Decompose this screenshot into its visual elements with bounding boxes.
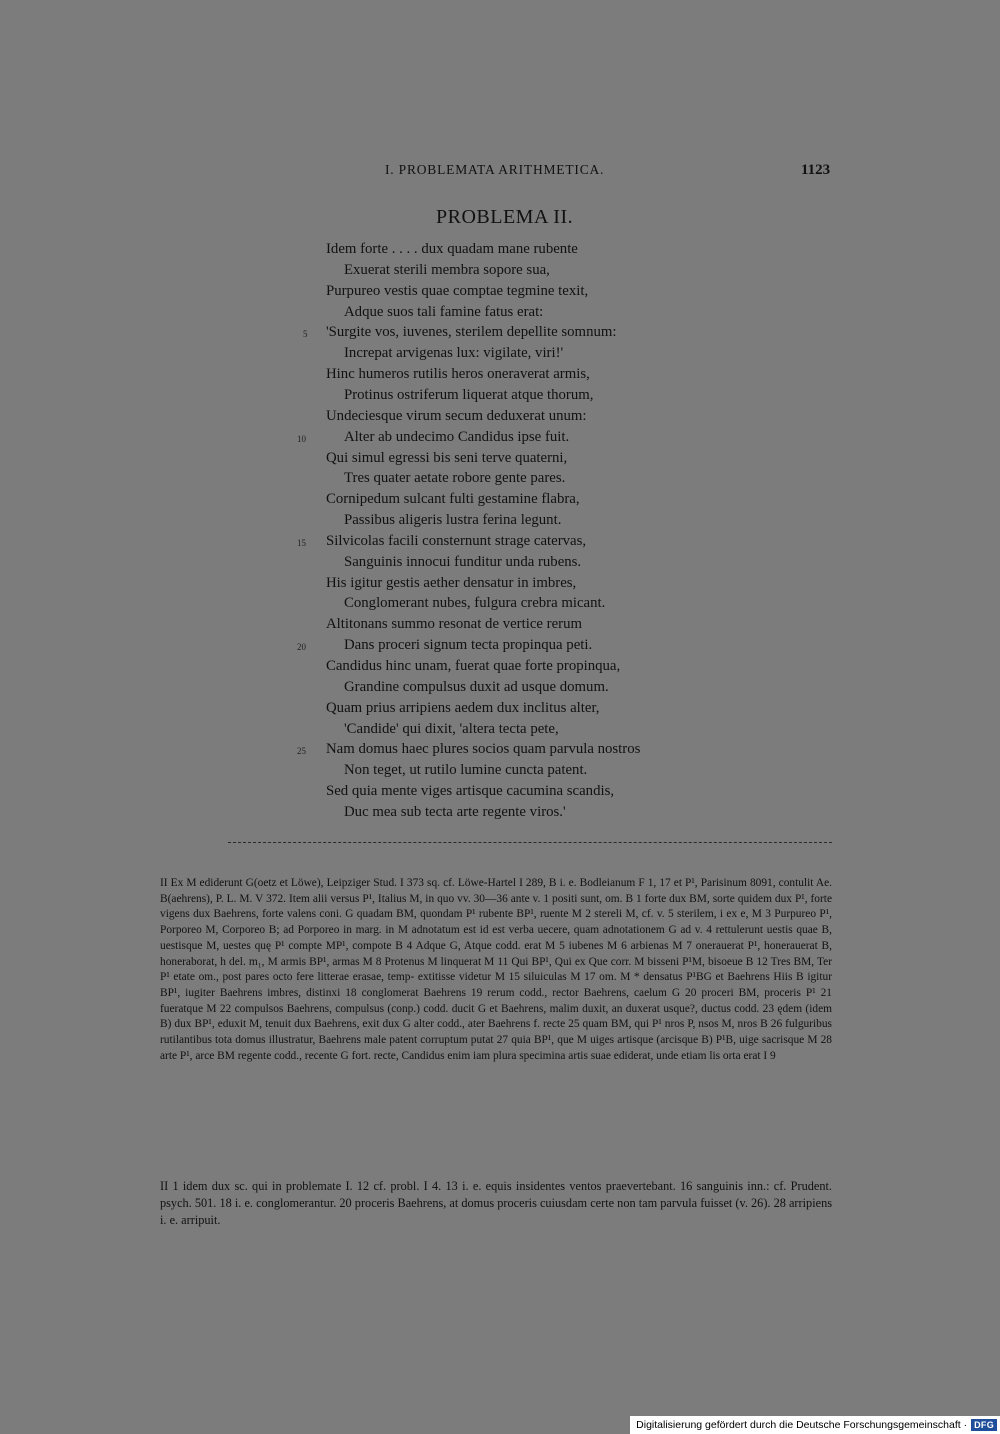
verse-line: 'Surgite vos, iuvenes, sterilem depellite somnum:: [326, 324, 617, 341]
running-title: I. PROBLEMATA ARITHMETICA.: [385, 162, 605, 177]
verse-line: Sed quia mente viges artisque cacumina scandis,: [326, 783, 615, 800]
verse-line: Adque suos tali famine fatus erat:: [344, 303, 544, 320]
verse-line: Silvicolas facili consternunt strage catervas,: [326, 532, 587, 549]
verse-line: Purpureo vestis quae comptae tegmine texit,: [326, 282, 589, 299]
verse-line: His igitur gestis aether densatur in imbres,: [326, 574, 577, 591]
verse-line: Protinus ostriferum liquerat atque thorum,: [344, 386, 594, 403]
line-number: 5: [303, 329, 308, 340]
dfg-logo: DFG: [971, 1419, 997, 1431]
verse-line: Cornipedum sulcant fulti gestamine flabra,: [326, 491, 580, 508]
apparatus-text: II Ex M ediderunt G(oetz et Löwe), Leipziger Stud. I 373 sq. cf. Löwe-Hartel I 289, B i. e. Bodleianum F 1, 17 et P¹, Parisinum 8091, contulit Ae. B(aehrens), P. L. M. V 372. Item alii versus P¹, Italius M, in quo vv. 30—36 ante v. 1 positi sunt, om. B 1 forte dux BM, sorte quidem dux P¹, forte vigens dux Baehrens, forte valens coni. G quadam BM, quondam P¹ rubente BP¹, ruente M 2 stereli M, cf. v. 5 sterilem, i ex e, M 3 Purpureo P¹, Porporeo M, Corporeo B; ad Porporeo in marg. in M adnotatum est id est verba uecere, quam adnotationem G ad v. 4 rettulerunt uestis quae B, uestisque M, uestes quę P¹ compte MP¹, compote B 4 Adque G, Atque codd. erat M 5 iubenes M 6 arbienas M 7 onerauerat P¹, honerauerat B, honeraborat, h del. m₁, M armis BP¹, armas M 8 Protenus M linquerat M 11 Qui BP¹, Qui ex Que corr. M bisseni P¹M, bisoeue B 12 Tres BM, Ter P¹ etate om., post pares octo fere litterae erasae, temp- extitisse videtur M 15 siluiculas M 17 om. M * densatus P¹BG et Baehrens Hiis B igitur BP¹, iugiter Baehrens imbres, distinxi 18 conglomerat Baehrens 19 rerum codd., rector Baehrens, caelum G 20 proceri BM, proceris P¹ 21 fueratque M 22 compulsos Baehrens, compulsus (conp.) codd. ducit G et Baehrens, malim duxit, an duxerat usque?, ductus codd. 23 ędem (idem B) dux BP¹, eduxit M, tenuit dux Baehrens, exit dux G alter codd., ater Baehrens f. recte 25 quam BM, qui P¹ nros P, nsos M, nros B 26 fulguribus rutilantibus tota domus illustratur, Baehrens male patent corruptum putat 27 quia BP¹, que M uiges artisque (arcisque B) P¹B, uige sacrisque M 28 arte P¹, arce BM regente codd., recente G fort. recte, Candidus enim iam plura specimina artis suae ediderat, unde etiam lis orta erat I 9: [160, 877, 832, 1062]
line-number: 20: [297, 642, 306, 653]
verse-line: Hinc humeros rutilis heros oneraverat armis,: [326, 366, 590, 383]
line-number: 15: [297, 537, 306, 548]
commentary: II 1 idem dux sc. qui in problemate I. 12 cf. probl. I 4. 13 i. e. equis insidentes ventos praevertebant. 16 sanguinis inn.: cf. Prudent. psych. 501. 18 i. e. conglomerantur. 20 proceris Baehrens, at domus proceris cuiusdam certe non tam parvula fuisset (v. 26). 28 arripiens i. e. arripuit.: [160, 1179, 832, 1227]
verse-line: 'Candide' qui dixit, 'altera tecta pete,: [344, 720, 559, 737]
verse-line: Grandine compulsus duxit ad usque domum.: [344, 678, 609, 695]
verse-line: Nam domus haec plures socios quam parvula nostros: [326, 741, 641, 758]
footer-credit: Digitalisierung gefördert durch die Deutsche Forschungsgemeinschaft ·: [636, 1419, 968, 1431]
verse-line: Tres quater aetate robore gente pares.: [344, 470, 566, 487]
verse-line: Dans proceri signum tecta propinqua peti.: [344, 637, 593, 654]
line-number: 10: [297, 433, 306, 444]
separator-rule: [228, 842, 832, 843]
verse-line: Increpat arvigenas lux: vigilate, viri!': [344, 345, 564, 362]
verse-line: Idem forte . . . . dux quadam mane rubente: [326, 241, 578, 257]
critical-apparatus: [160, 876, 832, 1064]
verse-line: Passibus aligeris lustra ferina legunt.: [344, 512, 562, 529]
verse-line: Altitonans summo resonat de vertice rerum: [326, 616, 582, 633]
verse-line: Non teget, ut rutilo lumine cuncta patent.: [344, 762, 588, 779]
verse-line: Qui simul egressi bis seni terve quaterni,: [326, 449, 568, 466]
verse-line: Sanguinis innocui funditur unda rubens.: [344, 553, 582, 570]
verse-line: Quam prius arripiens aedem dux inclitus alter,: [326, 699, 600, 716]
footer-bar: [630, 1416, 1000, 1434]
verse-line: Undeciesque virum secum deduxerat unum:: [326, 407, 587, 424]
verse-line: Conglomerant nubes, fulgura crebra micant.: [344, 595, 606, 612]
poem-title: PROBLEMA II.: [436, 206, 574, 228]
line-number: 25: [297, 746, 306, 757]
verse-line: Duc mea sub tecta arte regente viros.': [344, 803, 566, 820]
verse-line: Exuerat sterili membra sopore sua,: [344, 261, 550, 278]
page-number: 1123: [801, 162, 831, 178]
verse-line: Alter ab undecimo Candidus ipse fuit.: [344, 428, 570, 445]
verse-line: Candidus hinc unam, fuerat quae forte propinqua,: [326, 658, 621, 674]
